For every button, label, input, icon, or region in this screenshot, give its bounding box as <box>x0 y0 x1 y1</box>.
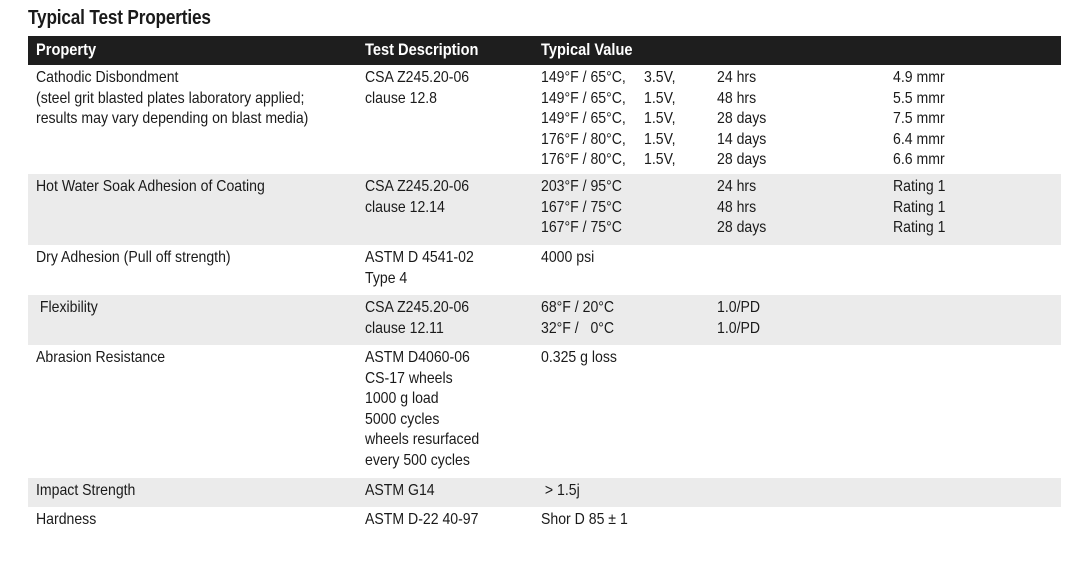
test-line: clause 12.11 <box>365 319 444 337</box>
value-time: 28 days <box>717 219 767 236</box>
value-temp: 149°F / 65°C, <box>541 110 626 127</box>
table-row-hot-water-soak <box>28 174 1061 245</box>
test-cell <box>365 248 474 289</box>
test-cell <box>365 68 469 109</box>
value-temp: 203°F / 95°C <box>541 178 622 195</box>
test-line: clause 12.14 <box>365 198 445 216</box>
value-result-cell <box>893 177 945 239</box>
test-properties-table <box>28 36 1061 537</box>
value-time: 14 days <box>717 130 767 148</box>
value-temp: 149°F / 65°C, <box>541 89 626 107</box>
value-time: 48 hrs <box>717 198 757 216</box>
property-cell <box>36 298 98 319</box>
value-volt: 1.5V, <box>644 89 676 107</box>
property-line: Impact Strength <box>36 482 136 499</box>
value-temp: 32°F / 0°C <box>541 319 615 337</box>
value-temp: Shor D 85 ± 1 <box>541 511 628 528</box>
value-temp-cell <box>541 68 626 171</box>
value-volt: 1.5V, <box>644 130 676 148</box>
value-time: 28 days <box>717 151 767 168</box>
property-line: results may vary depending on blast media) <box>36 110 309 127</box>
property-line: Flexibility <box>36 299 98 316</box>
page-title: Typical Test Properties <box>28 7 211 29</box>
header-test-description: Test Description <box>365 40 479 59</box>
header-property: Property <box>36 40 97 59</box>
test-line: ASTM G14 <box>365 482 435 499</box>
value-result: 5.5 mmr <box>893 89 945 107</box>
value-temp: > 1.5j <box>541 482 580 499</box>
value-result: Rating 1 <box>893 178 946 195</box>
table-row-abrasion-resistance <box>28 345 1061 478</box>
value-time: 28 days <box>717 110 767 127</box>
test-cell <box>365 510 478 531</box>
value-temp: 176°F / 80°C, <box>541 130 626 148</box>
property-line: Hardness <box>36 511 97 528</box>
table-row-impact-strength <box>28 478 1061 507</box>
value-time-cell <box>717 177 766 239</box>
value-volt-cell <box>644 68 676 171</box>
test-line: Type 4 <box>365 269 408 287</box>
test-line: ASTM D 4541-02 <box>365 249 474 266</box>
test-line: ASTM D4060-06 <box>365 349 470 366</box>
value-temp: 0.325 g loss <box>541 349 617 366</box>
test-line: CSA Z245.20-06 <box>365 178 470 195</box>
value-result: Rating 1 <box>893 219 946 236</box>
value-time: 1.0/PD <box>717 299 761 316</box>
value-time-cell <box>717 298 760 339</box>
test-line: every 500 cycles <box>365 451 470 469</box>
value-time: 24 hrs <box>717 69 757 86</box>
value-temp-cell <box>541 248 594 269</box>
table-row-hardness <box>28 507 1061 537</box>
test-cell <box>365 177 469 218</box>
property-cell <box>36 510 96 531</box>
value-time: 1.0/PD <box>717 319 761 337</box>
table-row-cathodic-disbondment <box>28 65 1061 174</box>
value-temp: 149°F / 65°C, <box>541 69 626 86</box>
value-result: 6.6 mmr <box>893 151 945 168</box>
test-line: ASTM D-22 40-97 <box>365 511 479 528</box>
header-typical-value: Typical Value <box>541 40 633 59</box>
property-cell <box>36 68 308 130</box>
value-temp-cell <box>541 298 614 339</box>
test-line: wheels resurfaced <box>365 431 480 448</box>
value-temp-cell <box>541 481 580 502</box>
test-line: CSA Z245.20-06 <box>365 299 470 316</box>
value-temp: 176°F / 80°C, <box>541 151 626 168</box>
value-temp-cell <box>541 348 617 369</box>
test-line: 1000 g load <box>365 390 439 407</box>
table-row-dry-adhesion <box>28 245 1061 295</box>
value-time: 24 hrs <box>717 178 757 195</box>
table-header <box>28 36 1061 65</box>
property-cell <box>36 481 135 502</box>
table-row-flexibility <box>28 295 1061 345</box>
test-cell <box>365 481 435 502</box>
value-temp-cell <box>541 510 628 531</box>
value-result: 4.9 mmr <box>893 69 945 86</box>
value-temp: 4000 psi <box>541 249 595 266</box>
value-result: 7.5 mmr <box>893 110 945 127</box>
test-line: CS-17 wheels <box>365 369 453 387</box>
value-result: 6.4 mmr <box>893 130 945 148</box>
value-temp: 167°F / 75°C <box>541 219 622 236</box>
property-line: Cathodic Disbondment <box>36 69 179 86</box>
value-volt: 1.5V, <box>644 110 676 127</box>
test-line: clause 12.8 <box>365 89 438 107</box>
test-line: CSA Z245.20-06 <box>365 69 470 86</box>
value-volt: 3.5V, <box>644 69 676 86</box>
property-line: Hot Water Soak Adhesion of Coating <box>36 178 265 195</box>
value-time-cell <box>717 68 766 171</box>
property-cell <box>36 348 165 369</box>
test-line: 5000 cycles <box>365 410 440 428</box>
value-volt: 1.5V, <box>644 151 676 168</box>
property-line: Dry Adhesion (Pull off strength) <box>36 249 231 266</box>
property-cell <box>36 177 265 198</box>
property-cell <box>36 248 231 269</box>
property-line: (steel grit blasted plates laboratory applied; <box>36 89 305 107</box>
value-time: 48 hrs <box>717 89 757 107</box>
property-line: Abrasion Resistance <box>36 349 166 366</box>
value-temp-cell <box>541 177 622 239</box>
value-result: Rating 1 <box>893 198 946 216</box>
value-result-cell <box>893 68 945 171</box>
value-temp: 68°F / 20°C <box>541 299 615 316</box>
test-cell <box>365 348 479 471</box>
test-cell <box>365 298 469 339</box>
value-temp: 167°F / 75°C <box>541 198 622 216</box>
